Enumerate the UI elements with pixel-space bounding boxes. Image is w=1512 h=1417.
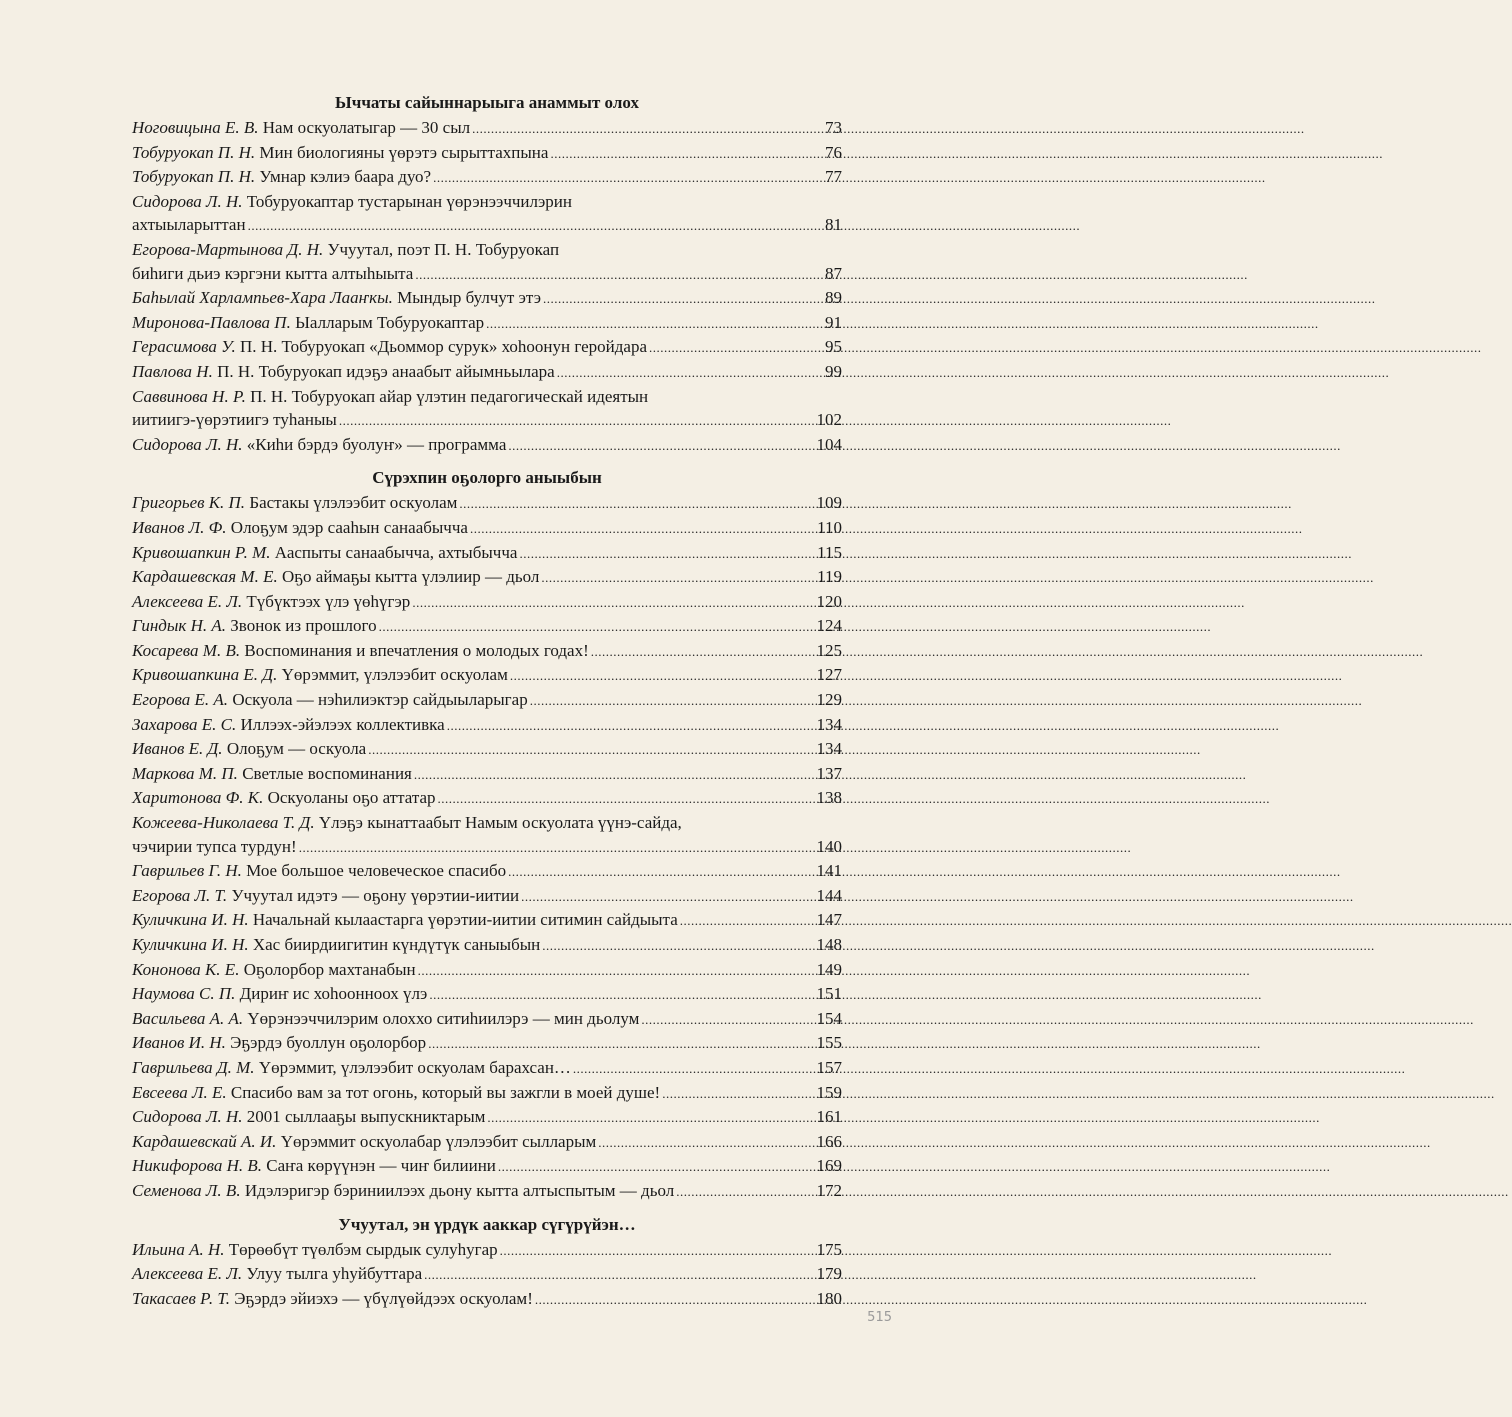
entry-title: 2001 сыллааҕы выпускниктарым: [246, 1107, 486, 1127]
entry-page-number: 110: [817, 517, 842, 537]
entry-author: Куличкина И. Н.: [132, 935, 249, 954]
leader-dots: [486, 312, 823, 336]
entry-title: Оҕо аймаҕы кытта үлэлиир — дьол: [281, 567, 540, 587]
entry-title: Звонок из прошлого: [230, 616, 377, 636]
toc-entry[interactable]: [132, 311, 842, 336]
leader-dots: [542, 934, 814, 958]
leader-dots: [676, 1180, 814, 1204]
entry-author: Евсеева Л. Е.: [132, 1082, 227, 1102]
entry-author: Гиндык Н. А.: [132, 616, 227, 636]
entry-author: Кардашевскай А. И.: [132, 1131, 277, 1151]
entry-text: [132, 565, 539, 589]
toc-entry[interactable]: [132, 1238, 842, 1263]
entry-text: [132, 688, 528, 712]
entry-text: [132, 335, 647, 359]
toc-entry[interactable]: [132, 884, 842, 909]
entry-text: [132, 713, 445, 737]
toc-entry[interactable]: [132, 1130, 842, 1155]
entry-text: [132, 385, 648, 409]
entry-author: Егорова Е. А.: [132, 690, 229, 710]
toc-entry[interactable]: [132, 614, 842, 639]
leader-dots: [508, 860, 814, 884]
entry-page-number: 104: [816, 434, 842, 454]
entry-title: Эҕэрдэ буоллун оҕолорбор: [230, 1033, 427, 1053]
toc-entry[interactable]: [132, 1287, 842, 1312]
entry-author: Семенова Л. В.: [132, 1180, 241, 1200]
entry-author: Павлова Н.: [132, 361, 213, 381]
entry-text: [132, 908, 678, 932]
entry-page-number: 138: [816, 788, 842, 808]
toc-entry[interactable]: [132, 982, 842, 1007]
entry-author: Кононова К. Е.: [132, 959, 240, 979]
leader-dots: [519, 542, 815, 566]
leader-dots: [418, 959, 815, 983]
leader-dots: [521, 885, 814, 909]
entry-title: Оҕолорбор махтанабын: [243, 959, 416, 979]
entry-title: Олоҕум эдэр сааһын санаабычча: [230, 517, 468, 537]
toc-entry[interactable]: [132, 786, 842, 811]
entry-author: Егорова-Мартынова Д. Н.: [132, 239, 324, 259]
entry-author: Тобуруокап П. Н.: [132, 142, 256, 162]
entry-page-number: 141: [816, 861, 842, 881]
entry-text: [132, 811, 682, 835]
entry-author: Кардашевская М. Е.: [132, 567, 278, 587]
entry-page-number: 124: [816, 616, 842, 636]
entry-author: Алексеева Е. Л.: [132, 591, 243, 611]
entry-title: Төрөөбүт түөлбэм сырдык сулуһугар: [228, 1239, 498, 1259]
entry-page-number: 127: [816, 665, 842, 685]
entry-page-number: 166: [816, 1131, 842, 1151]
entry-title: Бастакы үлэлээбит оскуолам: [249, 493, 458, 513]
entry-title: Үлэҕэ кынаттаабыт Намым оскуолата үүнэ-сайда,: [318, 813, 682, 833]
entry-page-number: 120: [816, 591, 842, 611]
entry-text: [132, 491, 457, 515]
toc-entry[interactable]: [132, 335, 842, 360]
entry-page-number: 89: [825, 288, 842, 308]
entry-page-number: 147: [816, 910, 842, 930]
entry-author: Иванов И. Н.: [132, 1033, 226, 1053]
entry-title: Мин биологияны үөрэтэ сырыттахпына: [259, 142, 549, 162]
section-title: Сүрэхпин оҕолорго аныыбын: [372, 468, 602, 488]
leader-dots: [535, 1288, 815, 1312]
entry-text: [132, 1007, 639, 1031]
entry-title: Үөрэммит, үлэлээбит оскуолам барахсан…: [258, 1057, 571, 1077]
entry-title: Оскуола — нэһилиэктэр сайдыыларыгар: [232, 690, 528, 710]
entry-author: Сидорова Л. Н.: [132, 1107, 243, 1127]
entry-title: Учуутал идэтэ — оҕону үөрэтии-иитии: [231, 885, 520, 905]
toc-entry[interactable]: [132, 1154, 842, 1179]
entry-text: [132, 663, 508, 687]
entry-text: [132, 884, 519, 908]
entry-page-number: 161: [816, 1107, 842, 1127]
toc-entry[interactable]: [132, 1105, 842, 1130]
leader-dots: [557, 361, 823, 385]
entry-text: [132, 360, 555, 384]
entry-author: Куличкина И. Н.: [132, 910, 249, 930]
leader-dots: [498, 1155, 815, 1179]
toc-entry[interactable]: [132, 1007, 842, 1032]
leader-dots: [573, 1057, 815, 1081]
entry-author: Харитонова Ф. К.: [132, 788, 264, 808]
entry-author: Маркова М. П.: [132, 763, 238, 783]
leader-dots: [459, 492, 814, 516]
leader-dots: [530, 689, 815, 713]
entry-title: Ааспыты санаабычча, ахтыбычча: [274, 542, 518, 562]
entry-text: [132, 762, 412, 786]
toc-entry[interactable]: [132, 688, 842, 713]
entry-page-number: 134: [816, 739, 842, 759]
entry-page-number: 102: [816, 410, 842, 430]
entry-page-number: 115: [817, 542, 842, 562]
toc-entry[interactable]: [132, 385, 842, 433]
leader-dots: [641, 1008, 814, 1032]
entry-page-number: 179: [816, 1264, 842, 1284]
leader-dots: [598, 1131, 814, 1155]
leader-dots: [472, 117, 823, 141]
entry-title: Учуутал, поэт П. Н. Тобуруокап: [327, 239, 560, 259]
entry-text: [132, 958, 416, 982]
entry-page-number: 73: [825, 118, 842, 137]
entry-title: Үөрэммит, үлэлээбит оскуолам: [281, 665, 508, 685]
entry-text: [132, 982, 427, 1006]
toc-entry[interactable]: [132, 516, 842, 541]
entry-author: Тобуруокап П. Н.: [132, 167, 256, 187]
toc-entry[interactable]: [132, 360, 842, 385]
toc-entry[interactable]: [132, 1179, 842, 1204]
entry-page-number: 148: [816, 935, 842, 954]
toc-entry[interactable]: [132, 541, 842, 566]
entry-author: Григорьев К. П.: [132, 493, 246, 513]
leader-dots: [470, 517, 815, 541]
entry-text: [132, 786, 436, 810]
toc-entry[interactable]: [132, 286, 842, 311]
entry-text: [132, 541, 517, 565]
entry-text: [132, 1056, 571, 1080]
toc-entry[interactable]: [132, 238, 842, 286]
entry-title: Светлые воспоминания: [242, 763, 412, 783]
entry-title: Тобуруокаптар тустарынан үөрэнээччилэрин: [246, 191, 572, 211]
entry-text: [132, 933, 540, 957]
entry-page-number: 109: [816, 493, 842, 513]
entry-page-number: 134: [816, 714, 842, 734]
entry-author: Иванов Л. Ф.: [132, 517, 227, 537]
entry-title-continued: биһиги дьиэ кэргэни кытта алтыһыыта: [132, 263, 414, 283]
entry-page-number: 91: [825, 312, 842, 332]
entry-title: Үөрэммит оскуолабар үлэлээбит сылларым: [280, 1131, 597, 1151]
entry-page-number: 137: [816, 763, 842, 783]
entry-page-number: 154: [816, 1008, 842, 1028]
entry-page-number: 99: [825, 361, 842, 381]
entry-title-continued: чэчирии тупса турдун!: [132, 836, 297, 856]
entry-text: [132, 286, 541, 310]
entry-title: Воспоминания и впечатления о молодых годах!: [244, 640, 589, 660]
leader-dots: [510, 664, 815, 688]
entry-page-number: 119: [817, 567, 842, 587]
entry-title: Хас биирдиигитин күндүтүк саныыбын: [252, 935, 541, 954]
entry-title: Мое большое человеческое спасибо: [246, 861, 507, 881]
entry-title: Оскуоланы оҕо аттатар: [267, 788, 436, 808]
entry-author: Никифорова Н. В.: [132, 1156, 262, 1176]
entry-page-number: 155: [816, 1033, 842, 1053]
toc-entry[interactable]: [132, 639, 842, 664]
entry-title: П. Н. Тобуруокап «Дьоммор сурук» хоһоонун геройдара: [240, 337, 648, 357]
entry-title: Эҕэрдэ эйиэхэ — үбүлүөйдээх оскуолам!: [234, 1288, 533, 1308]
toc-entry[interactable]: [132, 190, 842, 238]
entry-author: Ноговицына Е. В.: [132, 118, 259, 137]
entry-page-number: 76: [825, 142, 842, 162]
entry-text: [132, 116, 470, 140]
toc-entry[interactable]: [132, 1056, 842, 1081]
entry-text: [132, 614, 377, 638]
entry-title: Умнар кэлиэ баара дуо?: [259, 167, 432, 187]
entry-title: Идэлэригэр бэриниилээх дьону кытта алтыспытым — дьол: [244, 1180, 675, 1200]
entry-page-number: 169: [816, 1156, 842, 1176]
leader-dots: [368, 738, 814, 762]
section-title: Учуутал, эн үрдүк ааккар сүгүрүйэн…: [338, 1214, 636, 1234]
entry-title: Начальнай кылаастарга үөрэтии-иитии ситимин сайдыыта: [252, 910, 678, 930]
toc-entry[interactable]: [132, 165, 842, 190]
toc-entry[interactable]: [132, 737, 842, 762]
entry-page-number: 180: [816, 1288, 842, 1308]
leader-dots: [662, 1082, 814, 1106]
entry-author: Алексеева Е. Л.: [132, 1264, 243, 1284]
leader-dots: [429, 983, 814, 1007]
leader-dots: [541, 566, 815, 590]
toc-entry[interactable]: [132, 590, 842, 615]
toc-entry[interactable]: [132, 491, 842, 516]
leader-dots: [500, 1239, 815, 1263]
entry-author: Саввинова Н. Р.: [132, 386, 246, 406]
leader-dots: [438, 787, 815, 811]
entry-title: Спасибо вам за тот огонь, который вы зажгли в моей душе!: [230, 1082, 661, 1102]
entry-author: Кожеева-Николаева Т. Д.: [132, 813, 315, 833]
entry-author: Кривошапкин Р. М.: [132, 542, 271, 562]
toc-entry[interactable]: [132, 1081, 842, 1106]
entry-author: Захарова Е. С.: [132, 714, 237, 734]
entry-page-number: 157: [816, 1057, 842, 1077]
leader-dots: [339, 409, 815, 433]
entry-author: Иванов Е. Д.: [132, 739, 223, 759]
toc-entry[interactable]: [132, 908, 842, 933]
entry-text: [132, 311, 484, 335]
entry-author: Васильева А. А.: [132, 1008, 244, 1028]
entry-author: Гаврильев Г. Н.: [132, 861, 242, 881]
leader-dots: [649, 336, 823, 360]
toc-entry[interactable]: [132, 762, 842, 787]
leader-dots: [414, 763, 815, 787]
entry-author: Наумова С. П.: [132, 984, 236, 1004]
entry-title: Улуу тылга уһуйбуттара: [246, 1264, 423, 1284]
entry-text: [132, 639, 589, 663]
toc-entry[interactable]: [132, 811, 842, 859]
entry-text: [132, 1287, 533, 1311]
section-title: Ыччаты сайыннарыыга анаммыт олох: [335, 93, 639, 112]
entry-author: Гаврильева Д. М.: [132, 1057, 255, 1077]
entry-author: Кривошапкина Е. Д.: [132, 665, 278, 685]
toc-entry[interactable]: [132, 1031, 842, 1056]
leader-dots: [433, 166, 823, 190]
entry-page-number: 149: [816, 959, 842, 979]
leader-dots: [424, 1263, 814, 1287]
entry-title: Түбүктээх үлэ үөһүгэр: [246, 591, 411, 611]
leader-dots: [248, 214, 823, 238]
toc-entry[interactable]: [132, 141, 842, 166]
leader-dots: [550, 142, 823, 166]
toc-entry[interactable]: [132, 116, 842, 141]
entry-title: Дириҥ ис хоһоонноох үлэ: [239, 984, 428, 1004]
page-number: 515: [867, 1310, 892, 1325]
entry-page-number: 140: [816, 836, 842, 856]
entry-page-number: 151: [816, 984, 842, 1004]
entry-title: Ыалларым Тобуруокаптар: [295, 312, 485, 332]
toc-entry[interactable]: [132, 565, 842, 590]
entry-text: [132, 1130, 596, 1154]
entry-author: Такасаев Р. Т.: [132, 1288, 230, 1308]
leader-dots: [415, 263, 823, 287]
entry-title: П. Н. Тобуруокап айар үлэтин педагогическай идеятын: [250, 386, 649, 406]
entry-text: [132, 190, 572, 214]
entry-title: Иллээх-эйэлээх коллективка: [240, 714, 445, 734]
toc-entry[interactable]: [132, 433, 842, 458]
entry-page-number: 87: [825, 263, 842, 283]
entry-text: [132, 1238, 498, 1262]
toc-entry[interactable]: [132, 958, 842, 983]
entry-text: [132, 1179, 674, 1203]
entry-text: [132, 433, 506, 457]
entry-text: [132, 1262, 422, 1286]
leader-dots: [680, 909, 815, 933]
leader-dots: [428, 1032, 814, 1056]
toc-entry[interactable]: [132, 859, 842, 884]
entry-text: [132, 1081, 660, 1105]
toc-entry[interactable]: [132, 1262, 842, 1287]
entry-page-number: 172: [816, 1180, 842, 1200]
entry-page-number: 159: [816, 1082, 842, 1102]
entry-author: Герасимова У.: [132, 337, 236, 357]
entry-page-number: 144: [816, 885, 842, 905]
leader-dots: [379, 615, 815, 639]
entry-text: [132, 1154, 496, 1178]
entry-text: [132, 516, 468, 540]
entry-title-continued: иитиигэ-үөрэтиигэ туһаныы: [132, 410, 337, 430]
leader-dots: [508, 434, 814, 458]
entry-title: Мындыр булчут этэ: [397, 288, 542, 308]
entry-text: [132, 1105, 485, 1129]
entry-text: [132, 590, 410, 614]
entry-title: П. Н. Тобуруокап идэҕэ анаабыт айымньылара: [217, 361, 555, 381]
entry-page-number: 81: [825, 215, 842, 235]
leader-dots: [591, 640, 815, 664]
entry-text: [132, 737, 366, 761]
entry-page-number: 129: [816, 690, 842, 710]
entry-author: Сидорова Л. Н.: [132, 191, 243, 211]
leader-dots: [412, 591, 814, 615]
entry-title: Олоҕум — оскуола: [226, 739, 367, 759]
entry-page-number: 95: [825, 337, 842, 357]
entry-author: Косарева М. В.: [132, 640, 241, 660]
entry-text: [132, 238, 559, 262]
toc-entry[interactable]: [132, 933, 842, 958]
entry-title: Үөрэнээччилэрим олоххо ситиһиилэрэ — мин дьолум: [247, 1008, 640, 1028]
toc-entry[interactable]: [132, 713, 842, 738]
entry-text: [132, 141, 548, 165]
entry-author: Егорова Л. Т.: [132, 885, 228, 905]
entry-page-number: 125: [816, 640, 842, 660]
entry-text: [132, 859, 506, 883]
entry-author: Сидорова Л. Н.: [132, 434, 243, 454]
leader-dots: [487, 1106, 814, 1130]
leader-dots: [447, 714, 815, 738]
entry-text: [132, 1031, 426, 1055]
leader-dots: [299, 836, 815, 860]
entry-text: [132, 165, 431, 189]
toc-entry[interactable]: [132, 663, 842, 688]
entry-page-number: 175: [816, 1239, 842, 1259]
entry-page-number: 77: [825, 167, 842, 187]
entry-author: Баһылай Харлампьев-Хара Лааҥкы.: [132, 288, 393, 308]
entry-author: Миронова-Павлова П.: [132, 312, 291, 332]
entry-title-continued: ахтыыларыттан: [132, 215, 246, 235]
leader-dots: [543, 287, 823, 311]
entry-title: «Киһи бэрдэ буолуҥ» — программа: [246, 434, 507, 454]
entry-title: Саҥа көрүүнэн — чиҥ билиини: [266, 1156, 496, 1176]
table-of-contents: [132, 90, 842, 1311]
entry-title: Нам оскуолатыгар — 30 сыл: [262, 118, 471, 137]
entry-author: Ильина А. Н.: [132, 1239, 225, 1259]
